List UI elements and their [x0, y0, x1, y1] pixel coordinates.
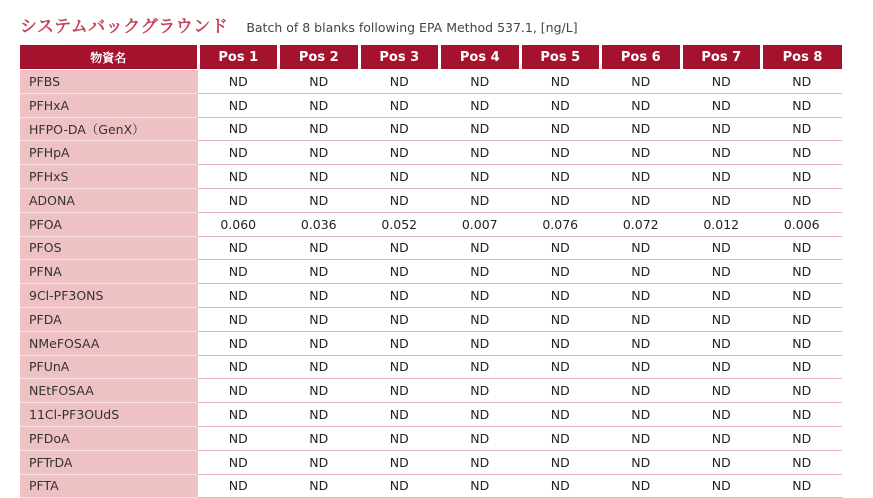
value-cell: ND	[681, 93, 762, 117]
value-cell: ND	[520, 188, 601, 212]
page-subtitle: Batch of 8 blanks following EPA Method 537.1, [ng/L]	[246, 20, 578, 35]
value-cell: ND	[762, 331, 843, 355]
value-cell: ND	[440, 141, 521, 165]
value-cell: ND	[279, 474, 360, 498]
value-cell: ND	[198, 474, 279, 498]
value-cell: ND	[681, 70, 762, 94]
value-cell: ND	[198, 93, 279, 117]
substance-name-cell: PFTrDA	[20, 450, 198, 474]
value-cell: ND	[681, 236, 762, 260]
table-row	[20, 284, 842, 308]
value-cell: ND	[762, 236, 843, 260]
column-header-pos-4: Pos 4	[440, 45, 521, 70]
value-cell: ND	[279, 165, 360, 189]
value-cell: ND	[359, 117, 440, 141]
column-header-pos-5: Pos 5	[520, 45, 601, 70]
value-cell: ND	[762, 260, 843, 284]
value-cell: ND	[601, 165, 682, 189]
value-cell: ND	[359, 426, 440, 450]
value-cell: ND	[520, 165, 601, 189]
value-cell: ND	[762, 474, 843, 498]
value-cell: ND	[279, 70, 360, 94]
value-cell: ND	[681, 474, 762, 498]
value-cell: ND	[601, 355, 682, 379]
value-cell: ND	[601, 284, 682, 308]
table-row	[20, 379, 842, 403]
value-cell: ND	[681, 355, 762, 379]
value-cell: ND	[762, 284, 843, 308]
value-cell: ND	[681, 141, 762, 165]
value-cell: 0.006	[762, 212, 843, 236]
value-cell: ND	[681, 117, 762, 141]
value-cell: ND	[359, 474, 440, 498]
value-cell: ND	[198, 331, 279, 355]
value-cell: ND	[198, 117, 279, 141]
value-cell: ND	[279, 355, 360, 379]
value-cell: ND	[359, 165, 440, 189]
table-row	[20, 117, 842, 141]
page-title: システムバックグラウンド	[20, 17, 229, 37]
value-cell: ND	[601, 93, 682, 117]
value-cell: ND	[198, 284, 279, 308]
value-cell: ND	[520, 379, 601, 403]
substance-name-cell: PFBS	[20, 70, 198, 94]
value-cell: ND	[520, 474, 601, 498]
value-cell: ND	[601, 236, 682, 260]
table-row	[20, 236, 842, 260]
value-cell: ND	[359, 331, 440, 355]
page-header	[20, 12, 578, 38]
value-cell: ND	[279, 188, 360, 212]
value-cell: ND	[762, 379, 843, 403]
value-cell: ND	[762, 307, 843, 331]
table-row	[20, 307, 842, 331]
value-cell: ND	[198, 379, 279, 403]
substance-name-cell: PFOS	[20, 236, 198, 260]
value-cell: ND	[601, 474, 682, 498]
substance-name-cell: NEtFOSAA	[20, 379, 198, 403]
table-row	[20, 450, 842, 474]
value-cell: ND	[440, 236, 521, 260]
value-cell: ND	[520, 307, 601, 331]
value-cell: ND	[279, 426, 360, 450]
value-cell: ND	[359, 188, 440, 212]
value-cell: ND	[601, 450, 682, 474]
value-cell: ND	[681, 331, 762, 355]
value-cell: 0.076	[520, 212, 601, 236]
substance-name-cell: PFDA	[20, 307, 198, 331]
value-cell: ND	[440, 379, 521, 403]
value-cell: ND	[198, 236, 279, 260]
value-cell: ND	[601, 117, 682, 141]
value-cell: ND	[198, 355, 279, 379]
table-row	[20, 70, 842, 94]
table-row	[20, 188, 842, 212]
table-body	[20, 70, 842, 498]
value-cell: ND	[520, 331, 601, 355]
value-cell: ND	[440, 117, 521, 141]
value-cell: ND	[359, 93, 440, 117]
value-cell: ND	[198, 403, 279, 427]
value-cell: ND	[681, 450, 762, 474]
value-cell: 0.072	[601, 212, 682, 236]
value-cell: ND	[520, 70, 601, 94]
value-cell: ND	[520, 93, 601, 117]
value-cell: ND	[762, 70, 843, 94]
value-cell: ND	[279, 93, 360, 117]
value-cell: ND	[520, 403, 601, 427]
value-cell: ND	[440, 331, 521, 355]
value-cell: ND	[440, 284, 521, 308]
column-header-pos-3: Pos 3	[359, 45, 440, 70]
value-cell: ND	[762, 188, 843, 212]
value-cell: ND	[440, 450, 521, 474]
table-row	[20, 212, 842, 236]
substance-name-cell: PFOA	[20, 212, 198, 236]
value-cell: ND	[681, 260, 762, 284]
column-header-pos-8: Pos 8	[762, 45, 843, 70]
substance-name-cell: PFHxS	[20, 165, 198, 189]
value-cell: 0.012	[681, 212, 762, 236]
table-row	[20, 165, 842, 189]
value-cell: ND	[359, 307, 440, 331]
value-cell: ND	[762, 426, 843, 450]
value-cell: ND	[440, 474, 521, 498]
value-cell: ND	[681, 403, 762, 427]
value-cell: ND	[198, 307, 279, 331]
value-cell: ND	[359, 403, 440, 427]
value-cell: ND	[601, 379, 682, 403]
table-row	[20, 93, 842, 117]
value-cell: ND	[440, 188, 521, 212]
value-cell: ND	[681, 188, 762, 212]
value-cell: ND	[359, 236, 440, 260]
column-header-substance: 物資名	[20, 45, 198, 70]
value-cell: ND	[359, 450, 440, 474]
value-cell: ND	[601, 331, 682, 355]
value-cell: ND	[440, 307, 521, 331]
value-cell: ND	[279, 331, 360, 355]
value-cell: ND	[279, 379, 360, 403]
value-cell: ND	[762, 403, 843, 427]
value-cell: ND	[198, 188, 279, 212]
value-cell: ND	[762, 450, 843, 474]
value-cell: ND	[198, 141, 279, 165]
value-cell: 0.052	[359, 212, 440, 236]
value-cell: ND	[279, 403, 360, 427]
substance-name-cell: PFUnA	[20, 355, 198, 379]
value-cell: 0.036	[279, 212, 360, 236]
value-cell: ND	[279, 284, 360, 308]
value-cell: ND	[681, 426, 762, 450]
value-cell: ND	[762, 117, 843, 141]
substance-name-cell: PFHxA	[20, 93, 198, 117]
value-cell: ND	[198, 260, 279, 284]
value-cell: ND	[520, 284, 601, 308]
value-cell: ND	[198, 450, 279, 474]
value-cell: ND	[359, 141, 440, 165]
substance-name-cell: HFPO-DA（GenX）	[20, 117, 198, 141]
value-cell: ND	[440, 70, 521, 94]
value-cell: ND	[198, 165, 279, 189]
substance-name-cell: PFNA	[20, 260, 198, 284]
table-row	[20, 426, 842, 450]
substance-name-cell: PFTA	[20, 474, 198, 498]
value-cell: ND	[601, 141, 682, 165]
value-cell: ND	[520, 355, 601, 379]
table-row	[20, 474, 842, 498]
value-cell: 0.007	[440, 212, 521, 236]
value-cell: ND	[440, 403, 521, 427]
table-row	[20, 403, 842, 427]
value-cell: ND	[601, 403, 682, 427]
column-header-pos-6: Pos 6	[601, 45, 682, 70]
table-row	[20, 260, 842, 284]
substance-name-cell: 9Cl-PF3ONS	[20, 284, 198, 308]
value-cell: ND	[279, 236, 360, 260]
value-cell: ND	[279, 450, 360, 474]
value-cell: ND	[359, 379, 440, 403]
value-cell: ND	[279, 260, 360, 284]
background-table	[20, 45, 842, 498]
value-cell: ND	[520, 117, 601, 141]
column-header-pos-7: Pos 7	[681, 45, 762, 70]
value-cell: ND	[762, 93, 843, 117]
value-cell: ND	[198, 426, 279, 450]
substance-name-cell: PFDoA	[20, 426, 198, 450]
value-cell: ND	[601, 307, 682, 331]
value-cell: ND	[520, 260, 601, 284]
table-header-row	[20, 45, 842, 70]
table-row	[20, 331, 842, 355]
value-cell: ND	[440, 165, 521, 189]
value-cell: ND	[279, 117, 360, 141]
value-cell: ND	[440, 260, 521, 284]
table-row	[20, 355, 842, 379]
value-cell: ND	[601, 260, 682, 284]
value-cell: ND	[681, 165, 762, 189]
substance-name-cell: 11Cl-PF3OUdS	[20, 403, 198, 427]
value-cell: ND	[279, 307, 360, 331]
value-cell: ND	[681, 307, 762, 331]
value-cell: ND	[520, 450, 601, 474]
value-cell: ND	[520, 236, 601, 260]
value-cell: ND	[440, 355, 521, 379]
value-cell: ND	[762, 165, 843, 189]
table-row	[20, 141, 842, 165]
substance-name-cell: NMeFOSAA	[20, 331, 198, 355]
value-cell: ND	[279, 141, 360, 165]
value-cell: ND	[359, 284, 440, 308]
column-header-pos-1: Pos 1	[198, 45, 279, 70]
value-cell: ND	[520, 141, 601, 165]
substance-name-cell: ADONA	[20, 188, 198, 212]
value-cell: ND	[198, 70, 279, 94]
value-cell: ND	[601, 188, 682, 212]
value-cell: ND	[601, 70, 682, 94]
value-cell: ND	[359, 260, 440, 284]
value-cell: ND	[440, 93, 521, 117]
value-cell: ND	[762, 355, 843, 379]
column-header-pos-2: Pos 2	[279, 45, 360, 70]
value-cell: ND	[762, 141, 843, 165]
value-cell: ND	[601, 426, 682, 450]
value-cell: ND	[359, 355, 440, 379]
value-cell: 0.060	[198, 212, 279, 236]
substance-name-cell: PFHpA	[20, 141, 198, 165]
value-cell: ND	[520, 426, 601, 450]
value-cell: ND	[440, 426, 521, 450]
value-cell: ND	[681, 379, 762, 403]
value-cell: ND	[681, 284, 762, 308]
value-cell: ND	[359, 70, 440, 94]
